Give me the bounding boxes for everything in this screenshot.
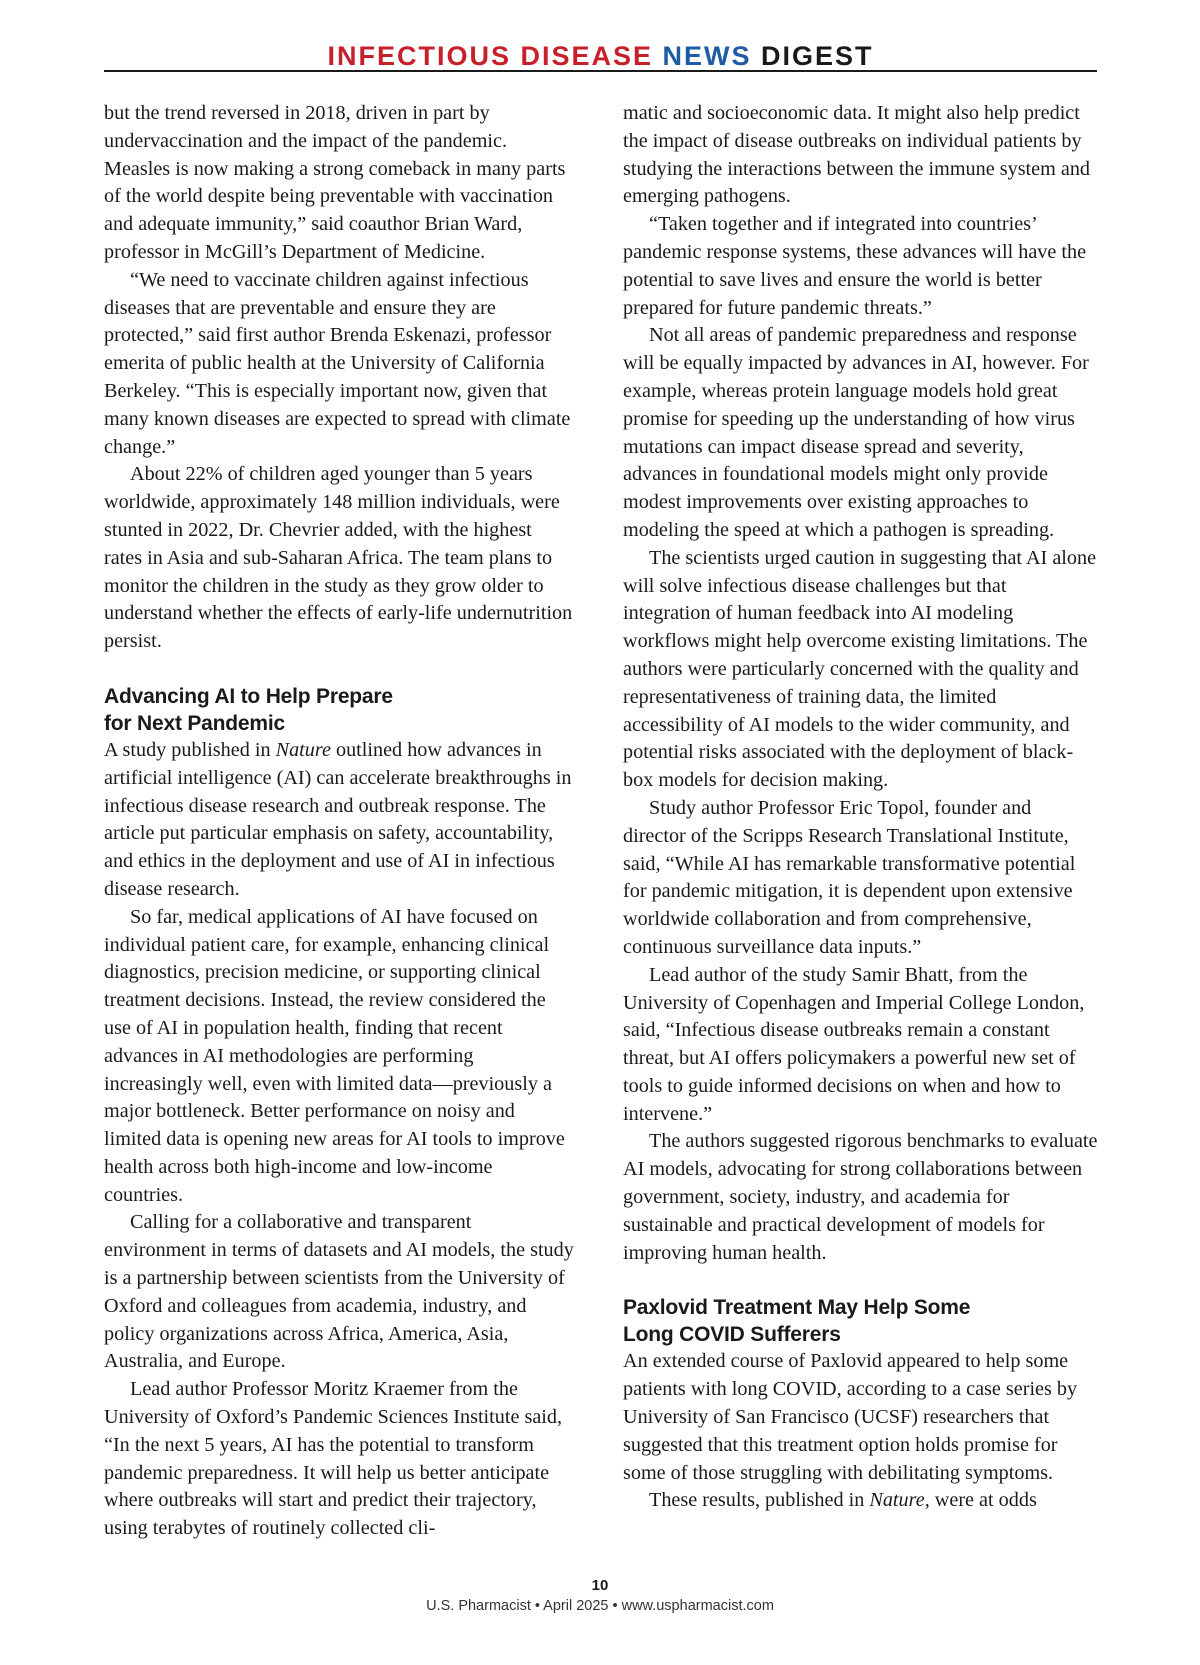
title-infectious-disease: INFECTIOUS DISEASE [327,41,653,71]
heading-line: Advancing AI to Help Prepare [104,684,393,708]
newsletter-title [321,41,879,71]
page-number: 10 [591,1577,609,1594]
text-run: These results, published in [649,1489,870,1512]
text-run: A study published in [104,738,276,761]
paragraph: “Taken together and if integrated into countries’ pandemic response systems, these advances will have the potential to save lives and ensure the world is better prepared for future pandemic threats.” [623,213,1087,319]
text-run: , were at odds [924,1489,1037,1512]
right-column [623,100,1098,1515]
journal-name: Nature [275,738,331,761]
header-rule [104,70,1097,72]
section-heading-ai-pandemic [104,683,574,737]
paragraph: Calling for a collaborative and transparent environment in terms of datasets and AI models, the study is a partnership between scientists from the University of Oxford and colleagues from academia, industry, and policy organizations across Africa, America, Asia, Australia, and Europe. [104,1211,574,1373]
section-gap [104,656,574,683]
section-heading-paxlovid [623,1294,1098,1348]
paragraph: but the trend reversed in 2018, driven in part by undervaccination and the impact of the pandemic. Measles is now making a strong comeback in many parts of the world despite being preventable with vaccination and adequate immunity,” said coauthor Brian Ward, professor in McGill’s Department of Medicine. [104,102,566,263]
paragraph: Lead author Professor Moritz Kraemer from the University of Oxford’s Pandemic Sciences Institute said, “In the next 5 years, AI has the potential to transform pandemic preparedness. It will help us better anticipate where outbreaks will start and predict their trajectory, using terabytes of routinely collected cli- [104,1378,563,1540]
paragraph: The authors suggested rigorous benchmarks to evaluate AI models, advocating for strong collaborations between government, society, industry, and academia for sustainable and practical development of models for improving human health. [623,1130,1098,1264]
paragraph: The scientists urged caution in suggesting that AI alone will solve infectious disease challenges but that integration of human feedback into AI modeling workflows might help overcome existing limitations. The authors were particularly concerned with the quality and representativeness of training data, the limited accessibility of AI models to the wider community, and potential risks associated with the deployment of black-box models for decision making. [623,546,1097,792]
journal-name: Nature [869,1489,925,1512]
left-column [104,100,574,1543]
title-digest: DIGEST [761,41,874,71]
paragraph: matic and socioeconomic data. It might also help predict the impact of disease outbreaks on individual patients by studying the interactions between the immune system and emerging pathogens. [623,102,1091,208]
paragraph: Study author Professor Eric Topol, founder and director of the Scripps Research Translational Institute, said, “While AI has remarkable transformative potential for pandemic mitigation, it is dependent upon extensive worldwide collaboration and from comprehensive, continuous surveillance data inputs.” [623,796,1076,958]
paragraph [623,1487,1098,1515]
text-run: outlined how advances in artificial intelligence (AI) can accelerate breakthroughs in infectious disease research and outbreak response. The article put particular emphasis on safety, accountability, and ethics in the deployment and use of AI in infectious disease research. [104,738,572,900]
publication-footer: U.S. Pharmacist • April 2025 • www.uspharmacist.com [426,1598,774,1614]
paragraph: Lead author of the study Samir Bhatt, from the University of Copenhagen and Imperial College London, said, “Infectious disease outbreaks remain a constant threat, but AI offers policymakers a powerful new set of tools to guide informed decisions on when and how to intervene.” [623,963,1085,1125]
heading-line: Long COVID Sufferers [623,1323,841,1347]
section-gap [623,1267,1098,1294]
paragraph: Not all areas of pandemic preparedness and response will be equally impacted by advances in AI, however. For example, whereas protein language models hold great promise for speeding up the understanding of how virus mutations can impact disease spread and severity, advances in foundational models might only provide modest improvements over existing approaches to modeling the speed at which a pathogen is spreading. [623,324,1089,541]
paragraph: So far, medical applications of AI have focused on individual patient care, for example, enhancing clinical diagnostics, precision medicine, or supporting clinical treatment decisions. Instead, the review considered the use of AI in population health, finding that recent advances in AI methodologies are performing increasingly well, even with limited data—previously a major bottleneck. Better performance on noisy and limited data is opening new areas for AI tools to improve health across both high-income and low-income countries. [104,905,565,1206]
paragraph: “We need to vaccinate children against infectious diseases that are preventable and ensure they are protected,” said first author Brenda Eskenazi, professor emerita of public health at the University of California Berkeley. “This is especially important now, given that many known diseases are expected to spread with climate change.” [104,268,571,458]
paragraph: About 22% of children aged younger than 5 years worldwide, approximately 148 million individuals, were stunted in 2022, Dr. Chevrier added, with the highest rates in Asia and sub-Saharan Africa. The team plans to monitor the children in the study as they grow older to understand whether the effects of early-life undernutrition persist. [104,463,573,653]
paragraph: An extended course of Paxlovid appeared to help some patients with long COVID, according to a case series by University of San Francisco (UCSF) researchers that suggested that this treatment option holds promise for some of those struggling with debilitating symptoms. [623,1350,1078,1484]
page-header [104,41,1097,72]
paragraph [104,737,574,904]
heading-line: for Next Pandemic [104,711,285,735]
title-news: NEWS [662,41,752,71]
heading-line: Paxlovid Treatment May Help Some [623,1296,971,1320]
